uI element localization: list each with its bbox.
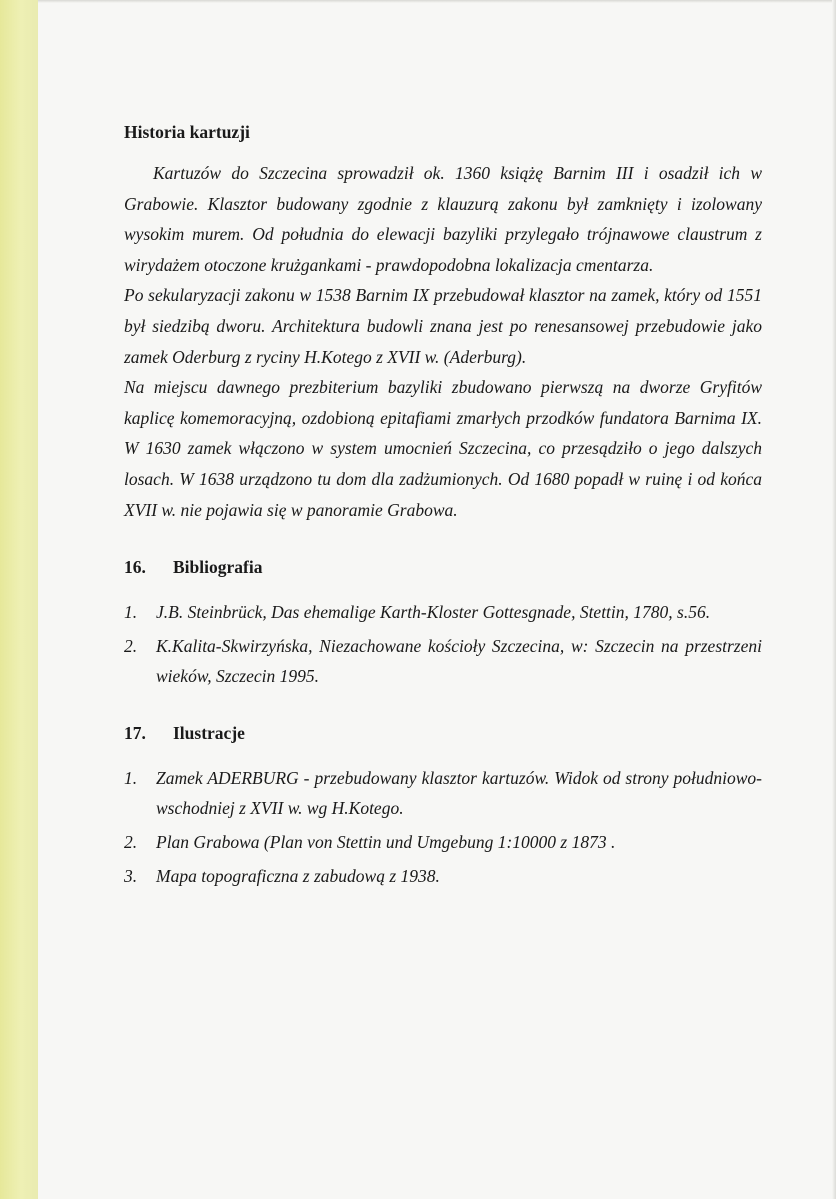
list-item-text: Mapa topograficzna z zabudową z 1938. — [156, 866, 440, 887]
list-item-number: 3. — [124, 866, 138, 887]
bibliography-heading — [124, 553, 762, 581]
history-paragraph-2: Po sekularyzacji zakonu w 1538 Barnim IX przebudował klasztor na zamek, który od 1551 był siedzibą dworu. Architektura budowli znana jest po renesansowej przebudowie jako zamek Oderburg z ryciny H.Kotego z XVII w. (Aderburg). — [124, 285, 762, 367]
list-item-number: 2. — [124, 832, 138, 853]
list-item-text: Zamek ADERBURG - przebudowany klasztor kartuzów. Widok od strony południowo-wschodniej z XVII w. wg H.Kotego. — [156, 768, 762, 819]
illustrations-heading — [124, 719, 762, 747]
list-item — [124, 827, 762, 857]
page-content — [124, 118, 762, 891]
list-item — [124, 861, 762, 891]
page-top-edge — [38, 0, 836, 3]
history-heading: Historia kartuzji — [124, 122, 250, 142]
illustrations-number: 17. — [124, 723, 146, 744]
binding-strip — [0, 0, 38, 1199]
list-item — [124, 631, 762, 691]
illustrations-list — [124, 763, 762, 891]
list-item-number: 1. — [124, 602, 138, 623]
bibliography-title: Bibliografia — [173, 557, 263, 578]
page-right-edge — [832, 0, 836, 1199]
illustrations-title: Ilustracje — [173, 723, 245, 744]
list-item-text: K.Kalita-Skwirzyńska, Niezachowane kościoły Szczecina, w: Szczecin na przestrzeni wieków, Szczecin 1995. — [156, 636, 762, 687]
list-item-text: Plan Grabowa (Plan von Stettin und Umgebung 1:10000 z 1873 . — [156, 832, 616, 853]
list-item-text: J.B. Steinbrück, Das ehemalige Karth-Kloster Gottesgnade, Stettin, 1780, s.56. — [156, 602, 711, 623]
bibliography-number: 16. — [124, 557, 146, 578]
list-item — [124, 597, 762, 627]
list-item — [124, 763, 762, 823]
list-item-number: 1. — [124, 768, 138, 789]
list-item-number: 2. — [124, 636, 138, 657]
history-paragraph-3: Na miejscu dawnego prezbiterium bazyliki zbudowano pierwszą na dworze Gryfitów kaplicę komemoracyjną, ozdobioną epitafiami zmarłych przodków fundatora Barnima IX. W 1630 zamek włączono w system umocnień Szczecina, co przesądziło o jego dalszych losach. W 1638 urządzono tu dom dla zadżumionych. Od 1680 popadł w ruinę i od końca XVII w. nie pojawia się w panoramie Grabowa. — [124, 377, 762, 520]
history-paragraph-1: Kartuzów do Szczecina sprowadził ok. 1360 książę Barnim III i osadził ich w Grabowie. Klasztor budowany zgodnie z klauzurą zakonu był zamknięty i izolowany wysokim murem. Od południa do elewacji bazyliki przylegało trójnawowe claustrum z wirydażem otoczone krużgankami - prawdopodobna lokalizacja cmentarza. — [124, 163, 762, 275]
bibliography-list — [124, 597, 762, 691]
